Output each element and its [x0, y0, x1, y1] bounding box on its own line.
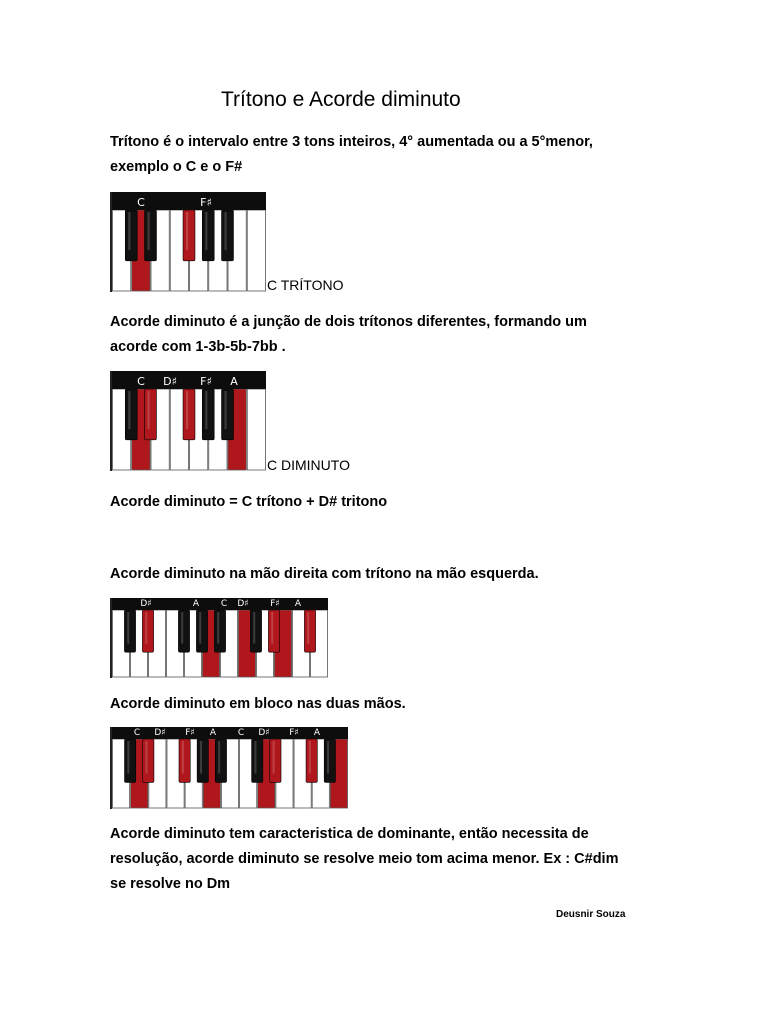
note-label: D♯: [258, 728, 270, 738]
dominant-text-line-3: se resolve no Dm: [110, 876, 231, 892]
note-label: A: [313, 728, 321, 738]
note-label: C: [137, 196, 145, 209]
black-key-d-sharp: [268, 610, 279, 652]
black-key-c-sharp: [125, 739, 136, 782]
keyboard-block-both-hands-svg: [112, 727, 348, 809]
page-title: Trítono e Acorde diminuto: [221, 88, 461, 111]
block-both-hands-text: Acorde diminuto em bloco nas duas mãos.: [110, 696, 406, 712]
dominant-text-line-2: resolução, acorde diminuto se resolve meio tom acima menor. Ex : C#dim: [110, 851, 619, 867]
black-key-c-sharp: [124, 610, 135, 652]
black-key-c-sharp: [125, 389, 137, 440]
note-label: F♯: [289, 728, 299, 738]
black-key-d-sharp: [143, 739, 154, 782]
keyboard-c-tritone-label-bar: [112, 192, 266, 210]
note-label: A: [192, 599, 200, 609]
black-key-a-sharp: [215, 739, 226, 782]
keyboard-c-diminished-label-bar: [112, 371, 266, 389]
keyboard-c-diminished-svg: [112, 371, 266, 471]
note-label: A: [294, 599, 302, 609]
note-label: C: [220, 599, 228, 609]
black-key-f-sharp: [306, 739, 317, 782]
note-label: F♯: [200, 196, 212, 209]
note-label: F♯: [270, 599, 280, 609]
black-key-c-sharp: [125, 210, 137, 261]
diminished-equation: Acorde diminuto = C trítono + D# tritono: [110, 494, 388, 510]
tritone-definition-line-2: exemplo o C e o F#: [110, 159, 243, 175]
note-label: D♯: [154, 728, 166, 738]
black-key-g-sharp: [202, 389, 214, 440]
black-key-a-sharp: [222, 389, 234, 440]
white-key-c: [247, 210, 265, 291]
black-key-c-sharp: [252, 739, 263, 782]
black-key-g-sharp: [324, 739, 335, 782]
note-label: F♯: [185, 728, 195, 738]
keyboard-c-tritone: [110, 192, 266, 292]
black-key-d-sharp: [145, 210, 157, 261]
note-label: A: [230, 375, 238, 388]
black-key-g-sharp: [202, 210, 214, 261]
note-label: D♯: [163, 375, 177, 388]
black-key-f-sharp: [183, 389, 195, 440]
black-key-f-sharp: [183, 210, 195, 261]
keyboard-right-left-hands: [110, 598, 328, 678]
dominant-text-line-1: Acorde diminuto tem caracteristica de dominante, então necessita de: [110, 826, 589, 842]
black-key-f-sharp: [179, 739, 190, 782]
note-label: D♯: [237, 599, 249, 609]
black-key-d-sharp: [142, 610, 153, 652]
note-label: C: [133, 728, 141, 738]
note-label: D♯: [140, 599, 152, 609]
tritone-definition-line-1: Trítono é o intervalo entre 3 tons inteiros, 4° aumentada ou a 5°menor,: [110, 134, 593, 150]
diminished-definition-line-2: acorde com 1-3b-5b-7bb .: [110, 339, 286, 355]
black-key-f-sharp: [178, 610, 189, 652]
author-signature: Deusnir Souza: [556, 909, 626, 920]
black-key-a-sharp: [222, 210, 234, 261]
keyboard-block-both-hands-label-bar: [112, 727, 348, 739]
note-label: A: [209, 728, 217, 738]
keyboard-right-left-hands-svg: [112, 598, 328, 678]
keyboard-c-diminished-caption: C DIMINUTO: [267, 457, 350, 473]
diminished-definition-line-1: Acorde diminuto é a junção de dois trítonos diferentes, formando um: [110, 314, 587, 330]
note-label: F♯: [200, 375, 212, 388]
black-key-d-sharp: [145, 389, 157, 440]
right-left-hand-text: Acorde diminuto na mão direita com trítono na mão esquerda.: [110, 566, 539, 582]
keyboard-c-tritone-svg: [112, 192, 266, 292]
keyboard-c-tritone-caption: C TRÍTONO: [267, 277, 344, 293]
black-key-f-sharp: [304, 610, 315, 652]
black-key-a-sharp: [214, 610, 225, 652]
black-key-g-sharp: [197, 739, 208, 782]
black-key-g-sharp: [196, 610, 207, 652]
white-key-c: [247, 389, 265, 470]
note-label: C: [137, 375, 145, 388]
keyboard-c-diminished: [110, 371, 266, 471]
note-label: C: [237, 728, 245, 738]
black-key-c-sharp: [250, 610, 261, 652]
black-key-d-sharp: [270, 739, 281, 782]
keyboard-block-both-hands: [110, 727, 348, 809]
